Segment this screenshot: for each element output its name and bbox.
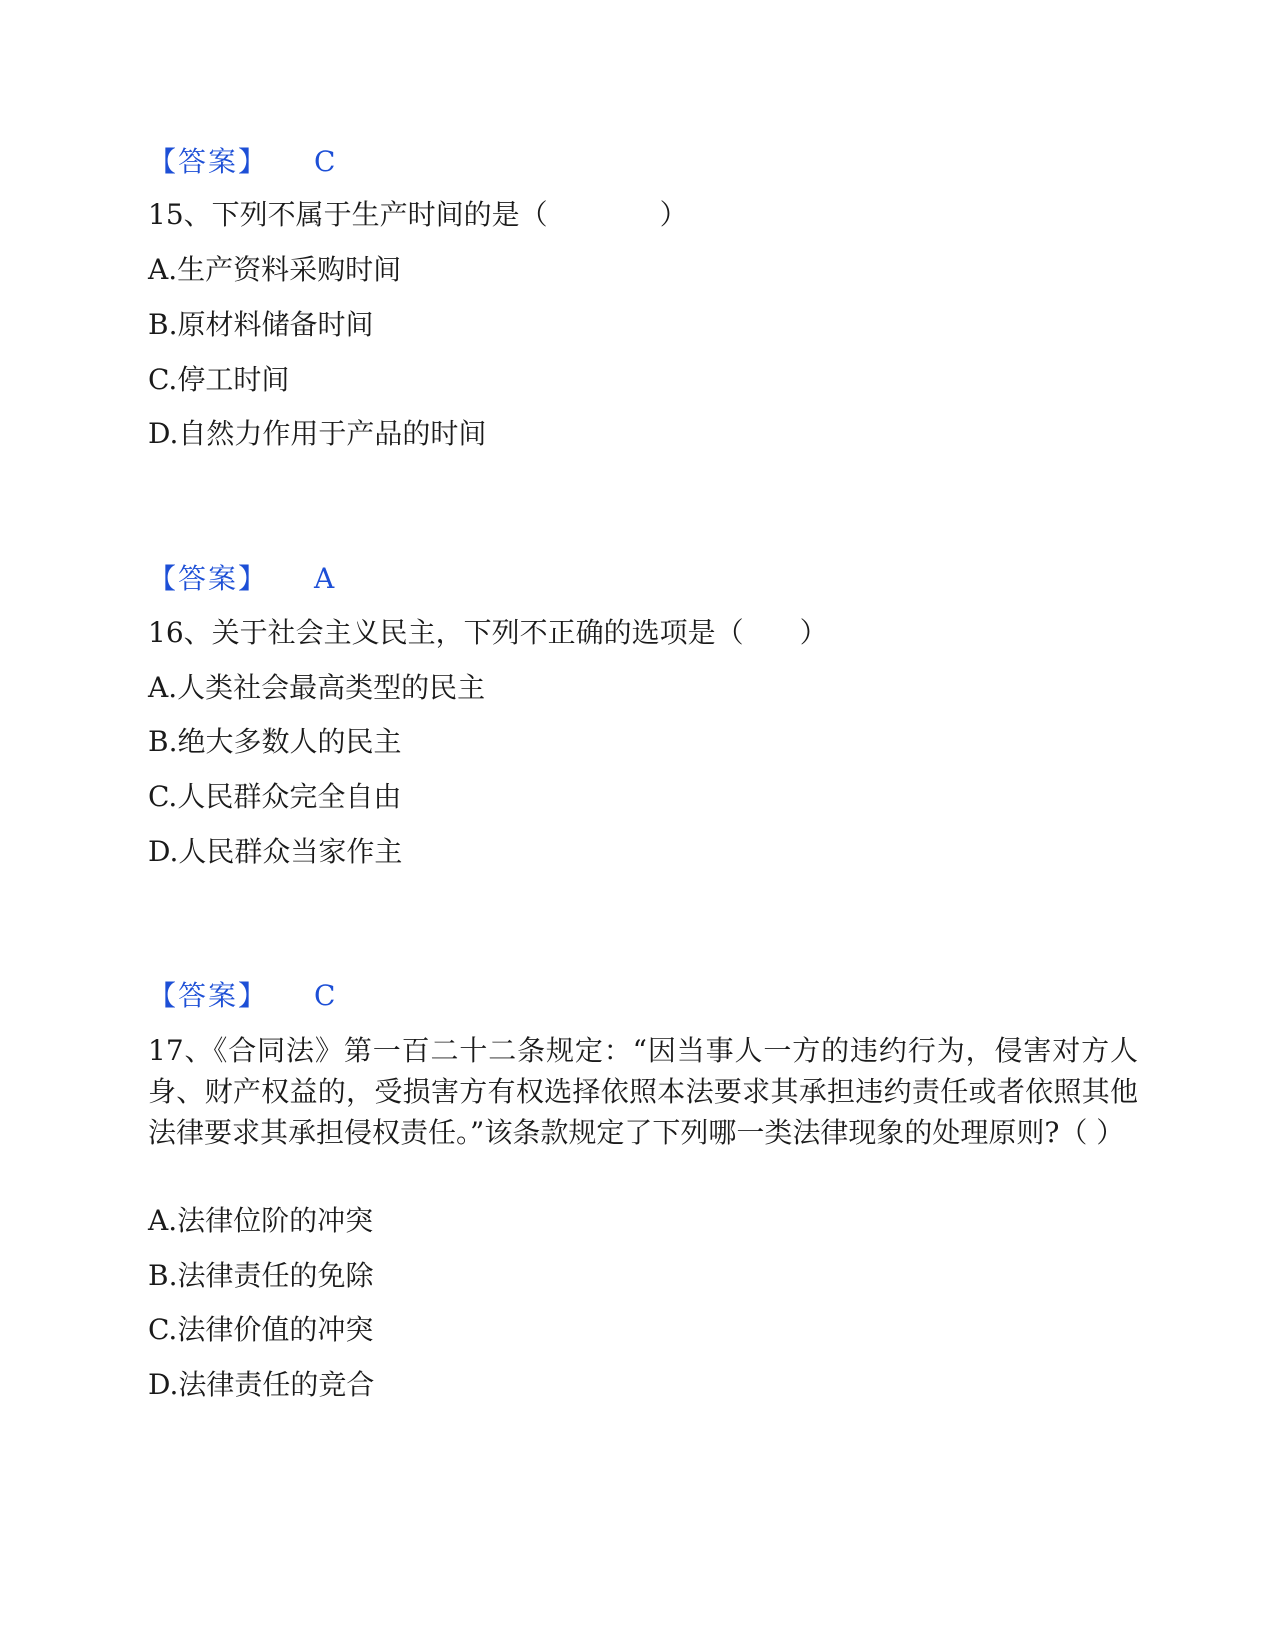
question-option: A.生产资料采购时间 — [148, 253, 402, 286]
question-stem: 15、下列不属于生产时间的是（ ） — [148, 198, 688, 231]
answer-line — [148, 559, 334, 599]
answer-label: 【答案】 — [148, 979, 269, 1012]
question-option: B.绝大多数人的民主 — [148, 725, 402, 758]
question-option: D.自然力作用于产品的时间 — [148, 417, 487, 450]
question-option: B.原材料储备时间 — [148, 308, 374, 341]
question-stem: 17、《合同法》第一百二十二条规定：“因当事人一方的违约行为，侵害对方人身、财产权益的，受损害方有权选择依照本法要求其承担违约责任或者依照其他法律要求其承担侵权责任。”该条款规定了下列哪一类法律现象的处理原则?（ ） — [148, 1034, 1138, 1149]
answer-line — [148, 976, 335, 1016]
answer-label: 【答案】 — [148, 562, 269, 595]
question-option: D.人民群众当家作主 — [148, 835, 403, 868]
answer-label: 【答案】 — [148, 145, 269, 178]
answer-letter: C — [314, 979, 336, 1012]
question-option: A.人类社会最高类型的民主 — [148, 671, 486, 704]
question-option: A.法律位阶的冲突 — [148, 1204, 374, 1237]
question-option: D.法律责任的竞合 — [148, 1368, 375, 1401]
answer-line — [148, 142, 335, 182]
answer-letter: C — [314, 145, 336, 178]
question-option: C.法律价值的冲突 — [148, 1313, 374, 1346]
question-option: C.人民群众完全自由 — [148, 780, 402, 813]
question-stem: 16、关于社会主义民主，下列不正确的选项是（ ） — [148, 616, 828, 649]
answer-letter: A — [314, 562, 335, 595]
question-option: B.法律责任的免除 — [148, 1259, 374, 1292]
question-option: C.停工时间 — [148, 363, 290, 396]
